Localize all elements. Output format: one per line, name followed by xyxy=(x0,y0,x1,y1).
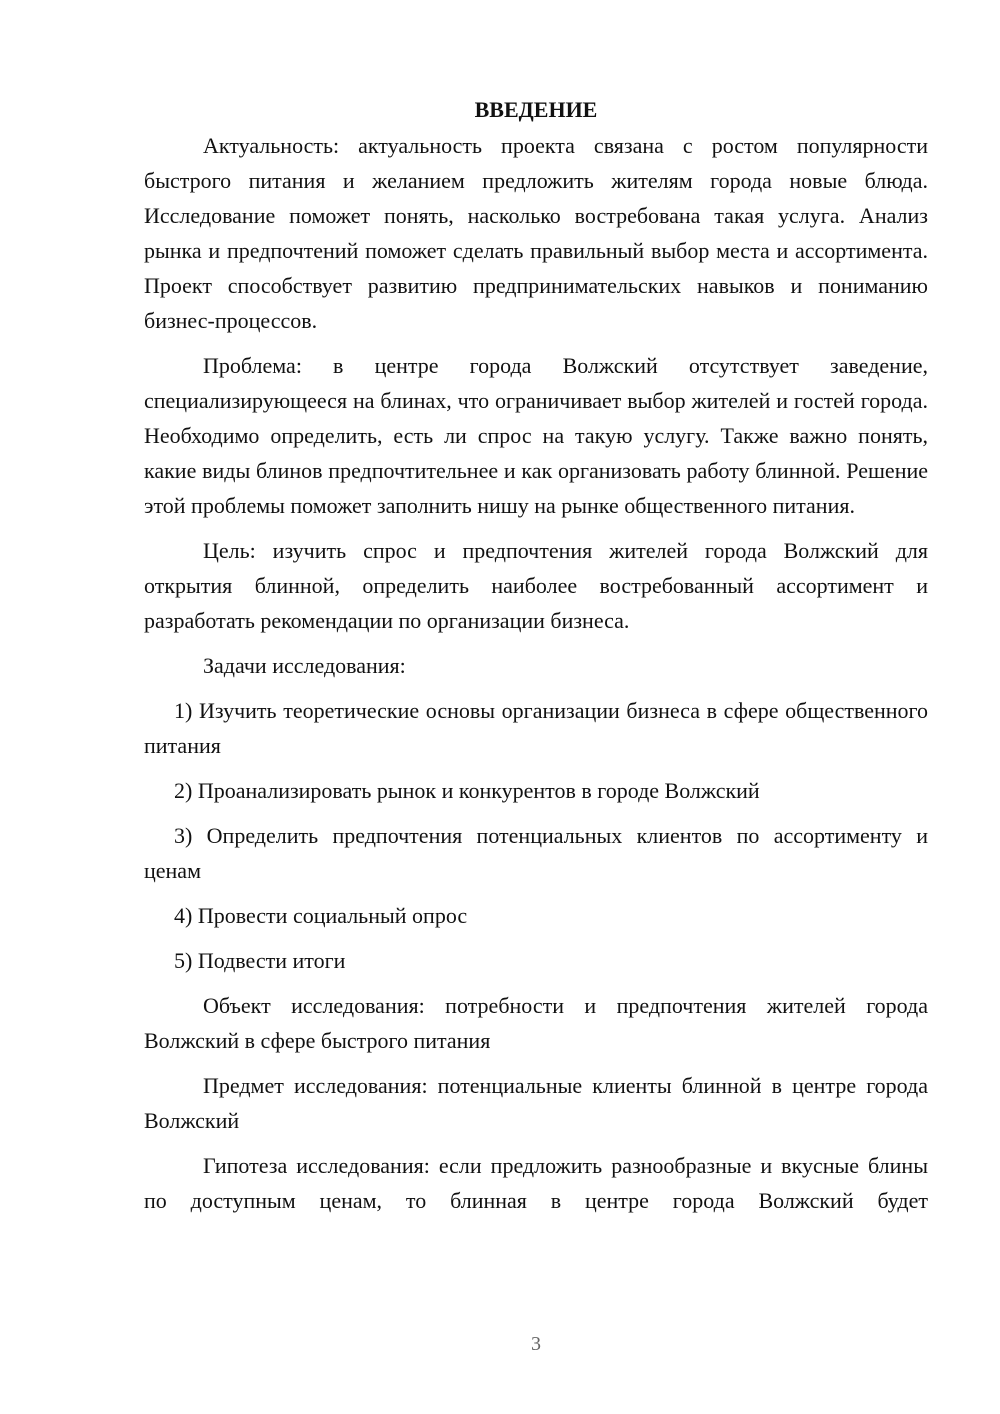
task-item-2: 2) Проанализировать рынок и конкурентов в городе Волжский xyxy=(174,778,760,803)
paragraph-hypothesis: Гипотеза исследования: если предложить разнообразные и вкусные блины по доступным ценам, то блинная в центре города Волжский будет xyxy=(144,1153,928,1213)
paragraph-object: Объект исследования: потребности и предпочтения жителей города Волжский в сфере быстрого питания xyxy=(144,993,928,1053)
paragraph-problem: Проблема: в центре города Волжский отсутствует заведение, специализирующееся на блинах, что ограничивает выбор жителей и гостей города. Необходимо определить, есть ли спрос на такую услугу. Также важно понять, какие виды блинов предпочтительнее и как организовать работу блинной. Решение этой проблемы поможет заполнить нишу на рынке общественного питания. xyxy=(144,353,928,518)
page-content xyxy=(144,92,928,1228)
task-item-5: 5) Подвести итоги xyxy=(174,948,346,973)
page-number: 3 xyxy=(531,1333,541,1355)
task-item-1: 1) Изучить теоретические основы организации бизнеса в сфере общественного питания xyxy=(144,698,928,758)
paragraph-goal: Цель: изучить спрос и предпочтения жителей города Волжский для открытия блинной, определить наиболее востребованный ассортимент и разработать рекомендации по организации бизнеса. xyxy=(144,538,928,633)
section-title: ВВЕДЕНИЕ xyxy=(474,97,598,122)
task-item-4: 4) Провести социальный опрос xyxy=(174,903,468,928)
tasks-heading: Задачи исследования: xyxy=(203,653,406,678)
paragraph-relevance: Актуальность: актуальность проекта связана с ростом популярности быстрого питания и желанием предложить жителям города новые блюда. Исследование поможет понять, насколько востребована такая услуга. Анализ рынка и предпочтений поможет сделать правильный выбор места и ассортимента. Проект способствует развитию предпринимательских навыков и пониманию бизнес-процессов. xyxy=(144,133,928,333)
task-item-3: 3) Определить предпочтения потенциальных клиентов по ассортименту и ценам xyxy=(144,823,928,883)
paragraph-subject: Предмет исследования: потенциальные клиенты блинной в центре города Волжский xyxy=(144,1073,928,1133)
